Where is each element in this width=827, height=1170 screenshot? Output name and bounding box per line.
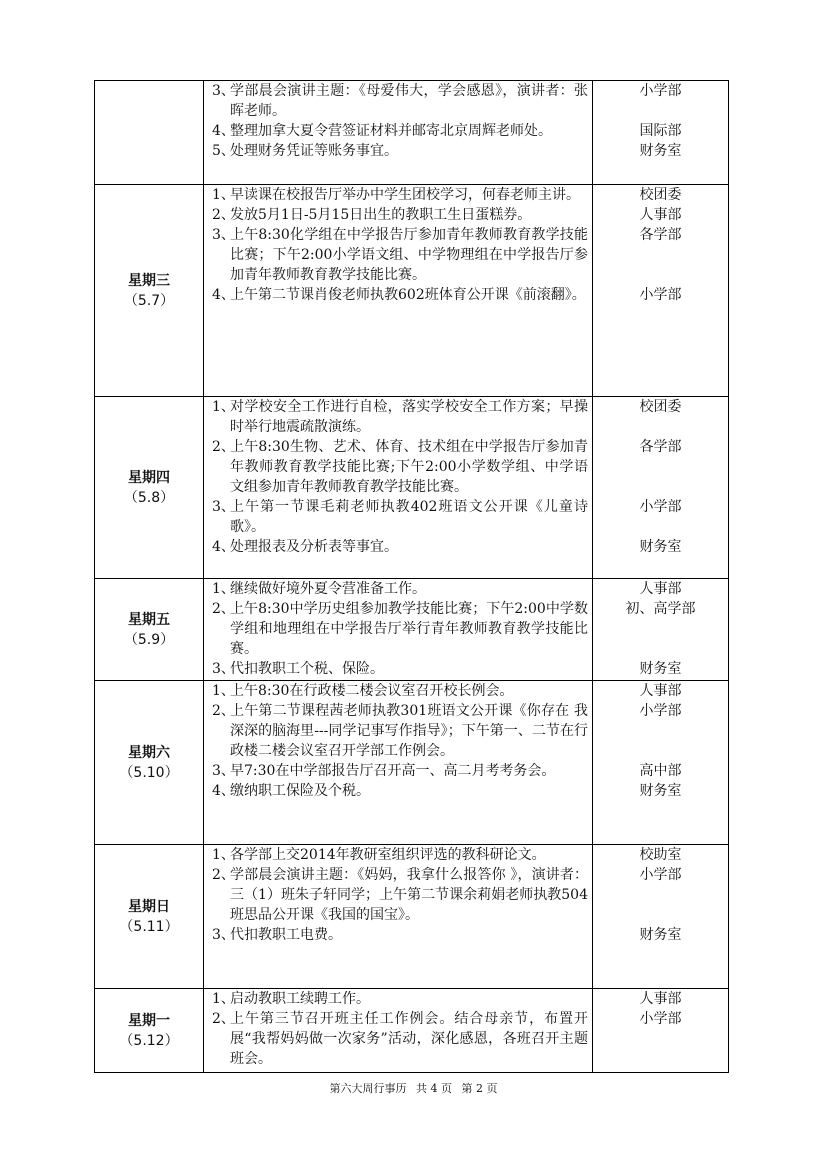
task-item <box>208 1009 588 1069</box>
task-item <box>208 659 588 679</box>
department-label: 小学部 <box>639 287 682 303</box>
task-number: 5、 <box>212 143 235 159</box>
task-number: 2、 <box>212 703 235 719</box>
footer-page-number: 第 2 页 <box>461 1082 498 1095</box>
task-cell <box>204 681 593 845</box>
department-label: 国际部 <box>639 123 682 139</box>
task-item <box>208 205 588 225</box>
task-number: 3、 <box>212 763 235 779</box>
department-cell <box>593 81 729 185</box>
footer-total-pages: 共 4 页 <box>416 1082 452 1095</box>
task-number: 1、 <box>212 581 235 597</box>
task-item <box>208 865 588 925</box>
department-label: 小学部 <box>639 867 682 883</box>
day-cell <box>95 989 204 1073</box>
task-text: 处理报表及分析表等事宜。 <box>230 539 398 555</box>
task-text: 继续做好境外夏令营准备工作。 <box>230 581 426 597</box>
task-text: 早7:30在中学部报告厅召开高一、高二月考考务会。 <box>230 763 556 779</box>
task-item <box>208 845 588 865</box>
task-text: 早读课在校报告厅举办中学生团校学习，何春老师主讲。 <box>230 187 580 203</box>
task-number: 3、 <box>212 499 235 515</box>
department-label: 小学部 <box>639 83 682 99</box>
task-text: 学部晨会演讲主题：《母爱伟大，学会感恩》，演讲者：张晖老师。 <box>230 83 588 119</box>
task-text: 上午第三节召开班主任工作例会。结合母亲节，布置开展“我帮妈妈做一次家务”活动，深化感恩，各班召开主题班会。 <box>230 1011 588 1067</box>
department-label: 财务室 <box>639 143 682 159</box>
schedule-body <box>95 81 729 1073</box>
task-cell <box>204 397 593 579</box>
task-item <box>208 781 588 801</box>
date-label: （5.7） <box>123 292 175 309</box>
day-cell <box>95 81 204 185</box>
task-item <box>208 141 588 161</box>
department-label: 人事部 <box>639 991 682 1007</box>
task-text: 缴纳职工保险及个税。 <box>230 783 370 799</box>
task-text: 上午8:30生物、艺术、体育、技术组在中学报告厅参加青年教师教育教学技能比赛;下午2:00小学数学组、中学语文组参加青年教师教育教学技能比赛。 <box>230 439 588 495</box>
weekday-label: 星期三 <box>128 272 170 289</box>
department-label: 小学部 <box>639 499 682 515</box>
day-row <box>95 845 729 989</box>
task-text: 各学部上交2014年教研室组织评选的教科研论文。 <box>230 847 546 863</box>
day-cell <box>95 845 204 989</box>
department-label: 初、高学部 <box>625 601 696 617</box>
task-cell <box>204 579 593 681</box>
task-item <box>208 599 588 659</box>
department-label: 校团委 <box>639 187 682 203</box>
department-label: 人事部 <box>639 581 682 597</box>
task-text: 上午8:30中学历史组参加教学技能比赛；下午2:00中学数学组和地理组在中学报告厅举行青年教师教育教学技能比赛。 <box>230 601 588 657</box>
weekday-label: 星期五 <box>128 611 170 628</box>
task-item <box>208 121 588 141</box>
task-item <box>208 81 588 121</box>
date-label: （5.10） <box>119 764 179 781</box>
day-cell <box>95 185 204 397</box>
department-label: 小学部 <box>639 1011 682 1027</box>
date-label: （5.12） <box>119 1032 179 1049</box>
schedule-table <box>94 80 729 1073</box>
department-label: 高中部 <box>639 763 682 779</box>
department-label: 人事部 <box>639 207 682 223</box>
task-item <box>208 989 588 1009</box>
task-number: 4、 <box>212 287 235 303</box>
task-text: 学部晨会演讲主题：《妈妈，我拿什么报答你 》，演讲者：三（1）班朱子轩同学；上午第二节课余莉娟老师执教504班思品公开课《我国的国宝》。 <box>230 867 588 923</box>
task-number: 2、 <box>212 601 235 617</box>
task-cell <box>204 989 593 1073</box>
task-text: 上午第二节课肖俊老师执教602班体育公开课《前滚翻》。 <box>230 287 586 303</box>
weekday-label: 星期一 <box>128 1012 170 1029</box>
task-text: 对学校安全工作进行自检，落实学校安全工作方案；早操时举行地震疏散演练。 <box>230 399 588 435</box>
task-item <box>208 681 588 701</box>
task-text: 上午8:30在行政楼二楼会议室召开校长例会。 <box>230 683 514 699</box>
department-label: 财务室 <box>639 927 682 943</box>
task-text: 上午第一节课毛莉老师执教402班语文公开课《儿童诗歌》。 <box>230 499 588 535</box>
day-cell <box>95 579 204 681</box>
day-row <box>95 579 729 681</box>
task-item <box>208 437 588 497</box>
task-item <box>208 185 588 205</box>
task-number: 2、 <box>212 207 235 223</box>
task-cell <box>204 185 593 397</box>
task-number: 1、 <box>212 683 235 699</box>
task-item <box>208 397 588 437</box>
task-text: 代扣教职工个税、保险。 <box>230 661 384 677</box>
task-number: 1、 <box>212 187 235 203</box>
department-label: 财务室 <box>639 539 682 555</box>
task-text: 发放5月1日-5月15日出生的教职工生日蛋糕券。 <box>230 207 532 223</box>
task-item <box>208 285 588 305</box>
day-row <box>95 185 729 397</box>
department-label: 校团委 <box>639 399 682 415</box>
task-text: 启动教职工续聘工作。 <box>230 991 370 1007</box>
task-number: 3、 <box>212 927 235 943</box>
department-label: 校助室 <box>639 847 682 863</box>
department-label: 各学部 <box>639 227 682 243</box>
task-item <box>208 701 588 761</box>
date-label: （5.11） <box>119 918 179 935</box>
department-label: 财务室 <box>639 661 682 677</box>
task-number: 4、 <box>212 783 235 799</box>
task-number: 1、 <box>212 847 235 863</box>
day-cell <box>95 681 204 845</box>
weekday-label: 星期六 <box>128 744 170 761</box>
department-cell <box>593 989 729 1073</box>
task-number: 4、 <box>212 539 235 555</box>
task-item <box>208 225 588 285</box>
task-number: 1、 <box>212 991 235 1007</box>
department-cell <box>593 579 729 681</box>
task-item <box>208 579 588 599</box>
footer-title: 第六大周行事历 <box>329 1082 407 1095</box>
task-item <box>208 537 588 557</box>
department-cell <box>593 845 729 989</box>
date-label: （5.9） <box>123 631 175 648</box>
weekday-label: 星期四 <box>128 469 170 486</box>
day-row <box>95 397 729 579</box>
task-cell <box>204 845 593 989</box>
task-text: 上午8:30化学组在中学报告厅参加青年教师教育教学技能比赛；下午2:00小学语文组、中学物理组在中学报告厅参加青年教师教育教学技能比赛。 <box>230 227 588 283</box>
task-number: 2、 <box>212 867 235 883</box>
task-item <box>208 925 588 945</box>
task-text: 整理加拿大夏令营签证材料并邮寄北京周辉老师处。 <box>230 123 552 139</box>
weekday-label: 星期日 <box>128 898 170 915</box>
task-item <box>208 497 588 537</box>
task-number: 2、 <box>212 1011 235 1027</box>
task-number: 3、 <box>212 661 235 677</box>
department-label: 财务室 <box>639 783 682 799</box>
department-label: 各学部 <box>639 439 682 455</box>
department-cell <box>593 681 729 845</box>
task-number: 2、 <box>212 439 235 455</box>
task-number: 4、 <box>212 123 235 139</box>
day-row <box>95 681 729 845</box>
department-cell <box>593 397 729 579</box>
task-number: 3、 <box>212 83 235 99</box>
department-label: 小学部 <box>639 703 682 719</box>
task-cell <box>204 81 593 185</box>
page-footer <box>0 1080 827 1096</box>
task-text: 代扣教职工电费。 <box>230 927 342 943</box>
task-text: 处理财务凭证等账务事宜。 <box>230 143 398 159</box>
day-cell <box>95 397 204 579</box>
day-row <box>95 989 729 1073</box>
task-item <box>208 761 588 781</box>
task-number: 1、 <box>212 399 235 415</box>
department-label: 人事部 <box>639 683 682 699</box>
department-cell <box>593 185 729 397</box>
task-number: 3、 <box>212 227 235 243</box>
task-text: 上午第二节课程茜老师执教301班语文公开课《你存在 我深深的脑海里---同学记事写作指导》；下午第一、二节在行政楼二楼会议室召开学部工作例会。 <box>230 703 588 759</box>
date-label: （5.8） <box>123 489 175 506</box>
day-row <box>95 81 729 185</box>
